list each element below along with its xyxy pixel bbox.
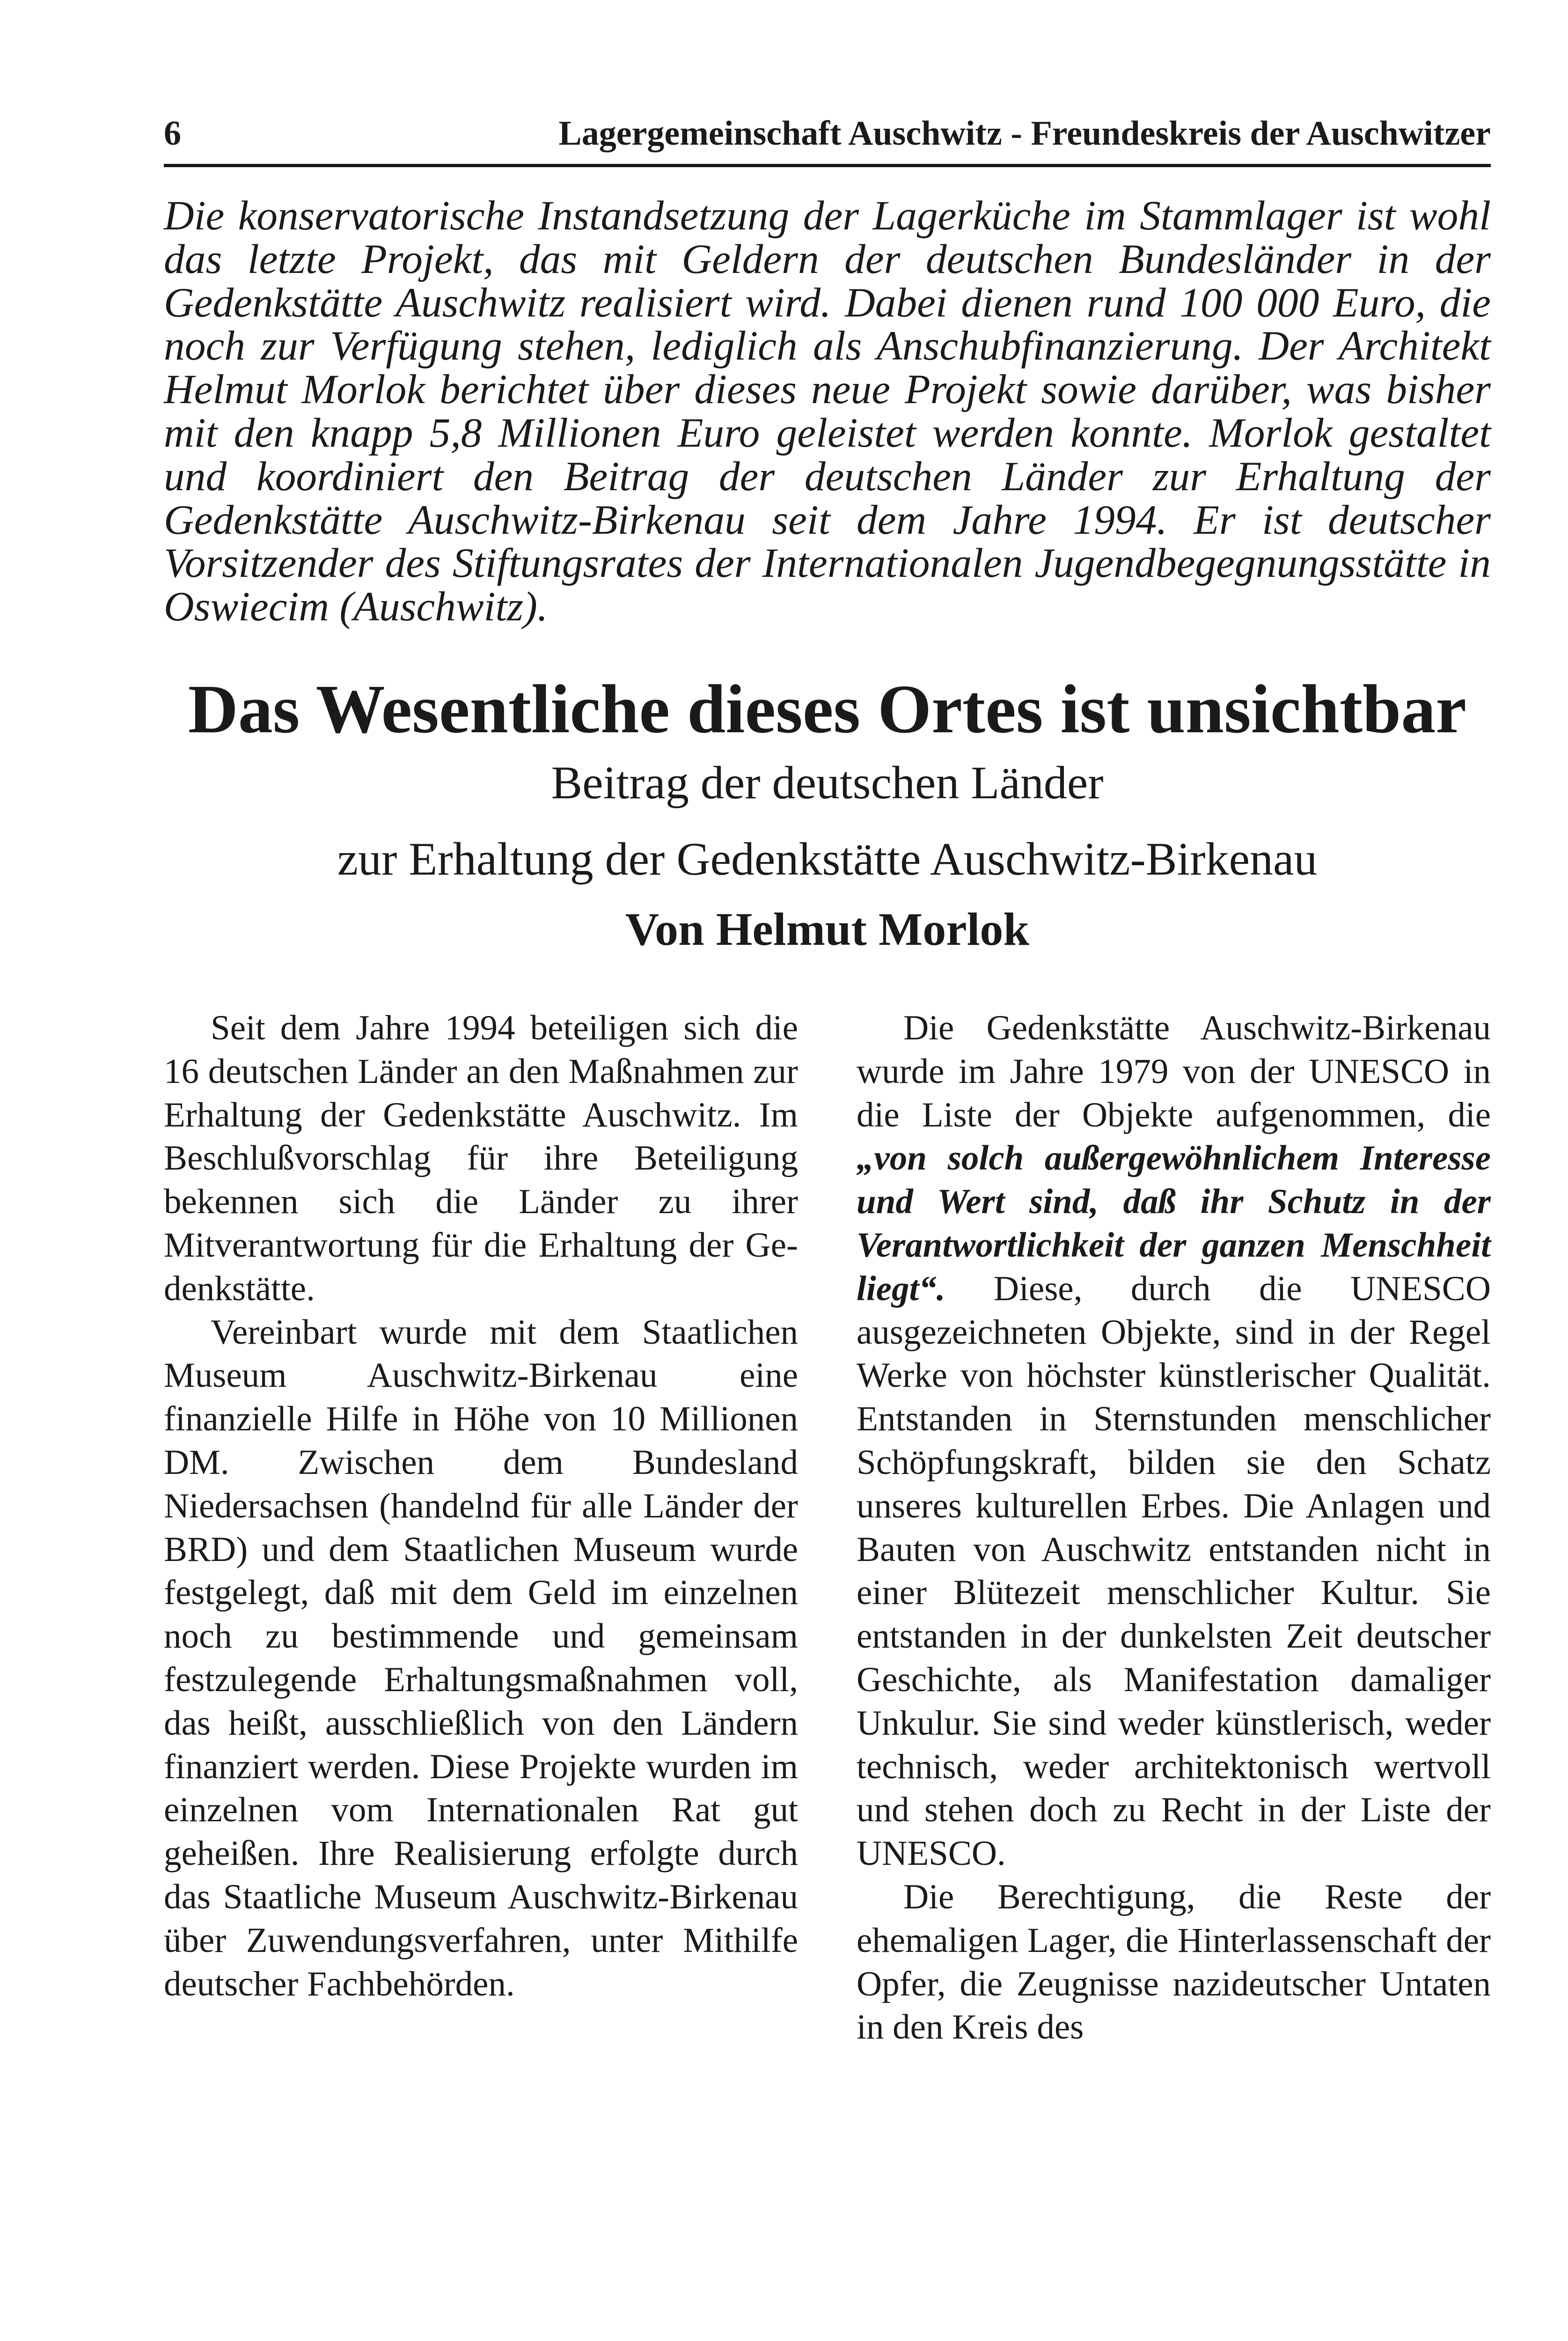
article-title: Das Wesentliche dieses Ortes ist unsichtbar	[188, 671, 1467, 748]
running-header	[164, 108, 1491, 167]
right-column-paragraph-2: Die Berechtigung, die Reste der ehemaligen Lager, die Hinterlassenschaft der Opfer, die Zeugnisse nazideutscher Untaten in den Kreis des	[857, 1877, 1491, 2047]
right-column	[857, 1007, 1491, 2049]
paragraph-text: Die Gedenkstätte Auschwitz-Birkenau wurde im Jahre 1979 von der UNESCO in die Liste der Objekte aufgenommen, die	[857, 1009, 1491, 1134]
article-subtitle-line-1: Beitrag der deutschen Länder	[551, 757, 1104, 809]
article-byline: Von Helmut Morlok	[625, 903, 1029, 955]
paragraph-text: Diese, durch die UNESCO ausgezeichneten Objekte, sind in der Regel Werke von höchster künstlerischer Qualität. Entstanden in Sternstunden menschlicher Schöpfungskraft, bilden sie den Schatz unseres kulturellen Erbes. Die Anlagen und Bauten von Auschwitz entstanden nicht in einer Blütezeit menschlicher Kultur. Sie entstanden in der dunkelsten Zeit deutscher Geschichte, als Manifestation damaliger Unkulur. Sie sind weder künstlerisch, weder technisch, weder architektonisch wertvoll und stehen doch zu Recht in der Liste der UNESCO.	[857, 1269, 1491, 1873]
running-header-title: Lagergemeinschaft Auschwitz - Freundeskreis der Auschwitzer	[558, 114, 1491, 153]
unesco-quote: „von solch außergewöhnlichem Interesse und Wert sind, daß ihr Schutz in der Verantwortlichkeit der ganzen Menschheit liegt“.	[857, 1139, 1491, 1308]
intro-paragraph: Die konservatorische Instandsetzung der Lagerküche im Stammlager ist wohl das letzte Projekt, das mit Geldern der deutschen Bundesländer in der Gedenkstätte Auschwitz realisiert wird. Dabei dienen rund 100 000 Euro, die noch zur Verfügung stehen, lediglich als Anschubfinanzierung. Der Architekt Helmut Morlok berichtet über dieses neue Projekt sowie darüber, was bisher mit den knapp 5,8 Millionen Euro geleistet werden konnte. Morlok gestaltet und koordiniert den Beitrag der deutschen Länder zur Erhaltung der Gedenkstätte Auschwitz-Birkenau seit dem Jahre 1994. Er ist deutscher Vorsitzender des Stiftungsrates der Internationalen Jugendbegegnungsstätte in Oswiecim (Auschwitz).	[164, 192, 1491, 630]
left-column-paragraph-1: Seit dem Jahre 1994 beteiligen sich die 16 deutschen Länder an den Maßnahmen zur Erhaltung der Gedenkstätte Auschwitz. Im Beschlußvorschlag für ihre Beteiligung bekennen sich die Länder zu ihrer Mitverantwortung für die Erhaltung der Gedenkstätte.	[164, 1009, 798, 1308]
article-subtitle-line-2: zur Erhaltung der Gedenkstätte Auschwitz-Birkenau	[337, 833, 1318, 885]
right-column-paragraph-1	[857, 1007, 1491, 1876]
left-column	[164, 1007, 798, 2006]
page-number: 6	[164, 114, 181, 153]
left-column-paragraph-2: Vereinbart wurde mit dem Staatlichen Museum Auschwitz-Birkenau eine finanzielle Hilfe in Höhe von 10 Millionen DM. Zwischen dem Bundesland Niedersachsen (handelnd für alle Länder der BRD) und dem Staatlichen Museum wurde festgelegt, daß mit dem Geld im einzelnen noch zu bestimmende und gemeinsam festzulegende Erhaltungsmaßnahmen voll, das heißt, ausschließlich von den Ländern finanziert werden. Diese Projekte wurden im einzelnen vom Internationalen Rat gut geheißen. Ihre Realisierung erfolgte durch das Staatliche Museum Auschwitz-Birkenau über Zuwendungsverfahren, unter Mithilfe deutscher Fachbehörden.	[164, 1312, 798, 2003]
